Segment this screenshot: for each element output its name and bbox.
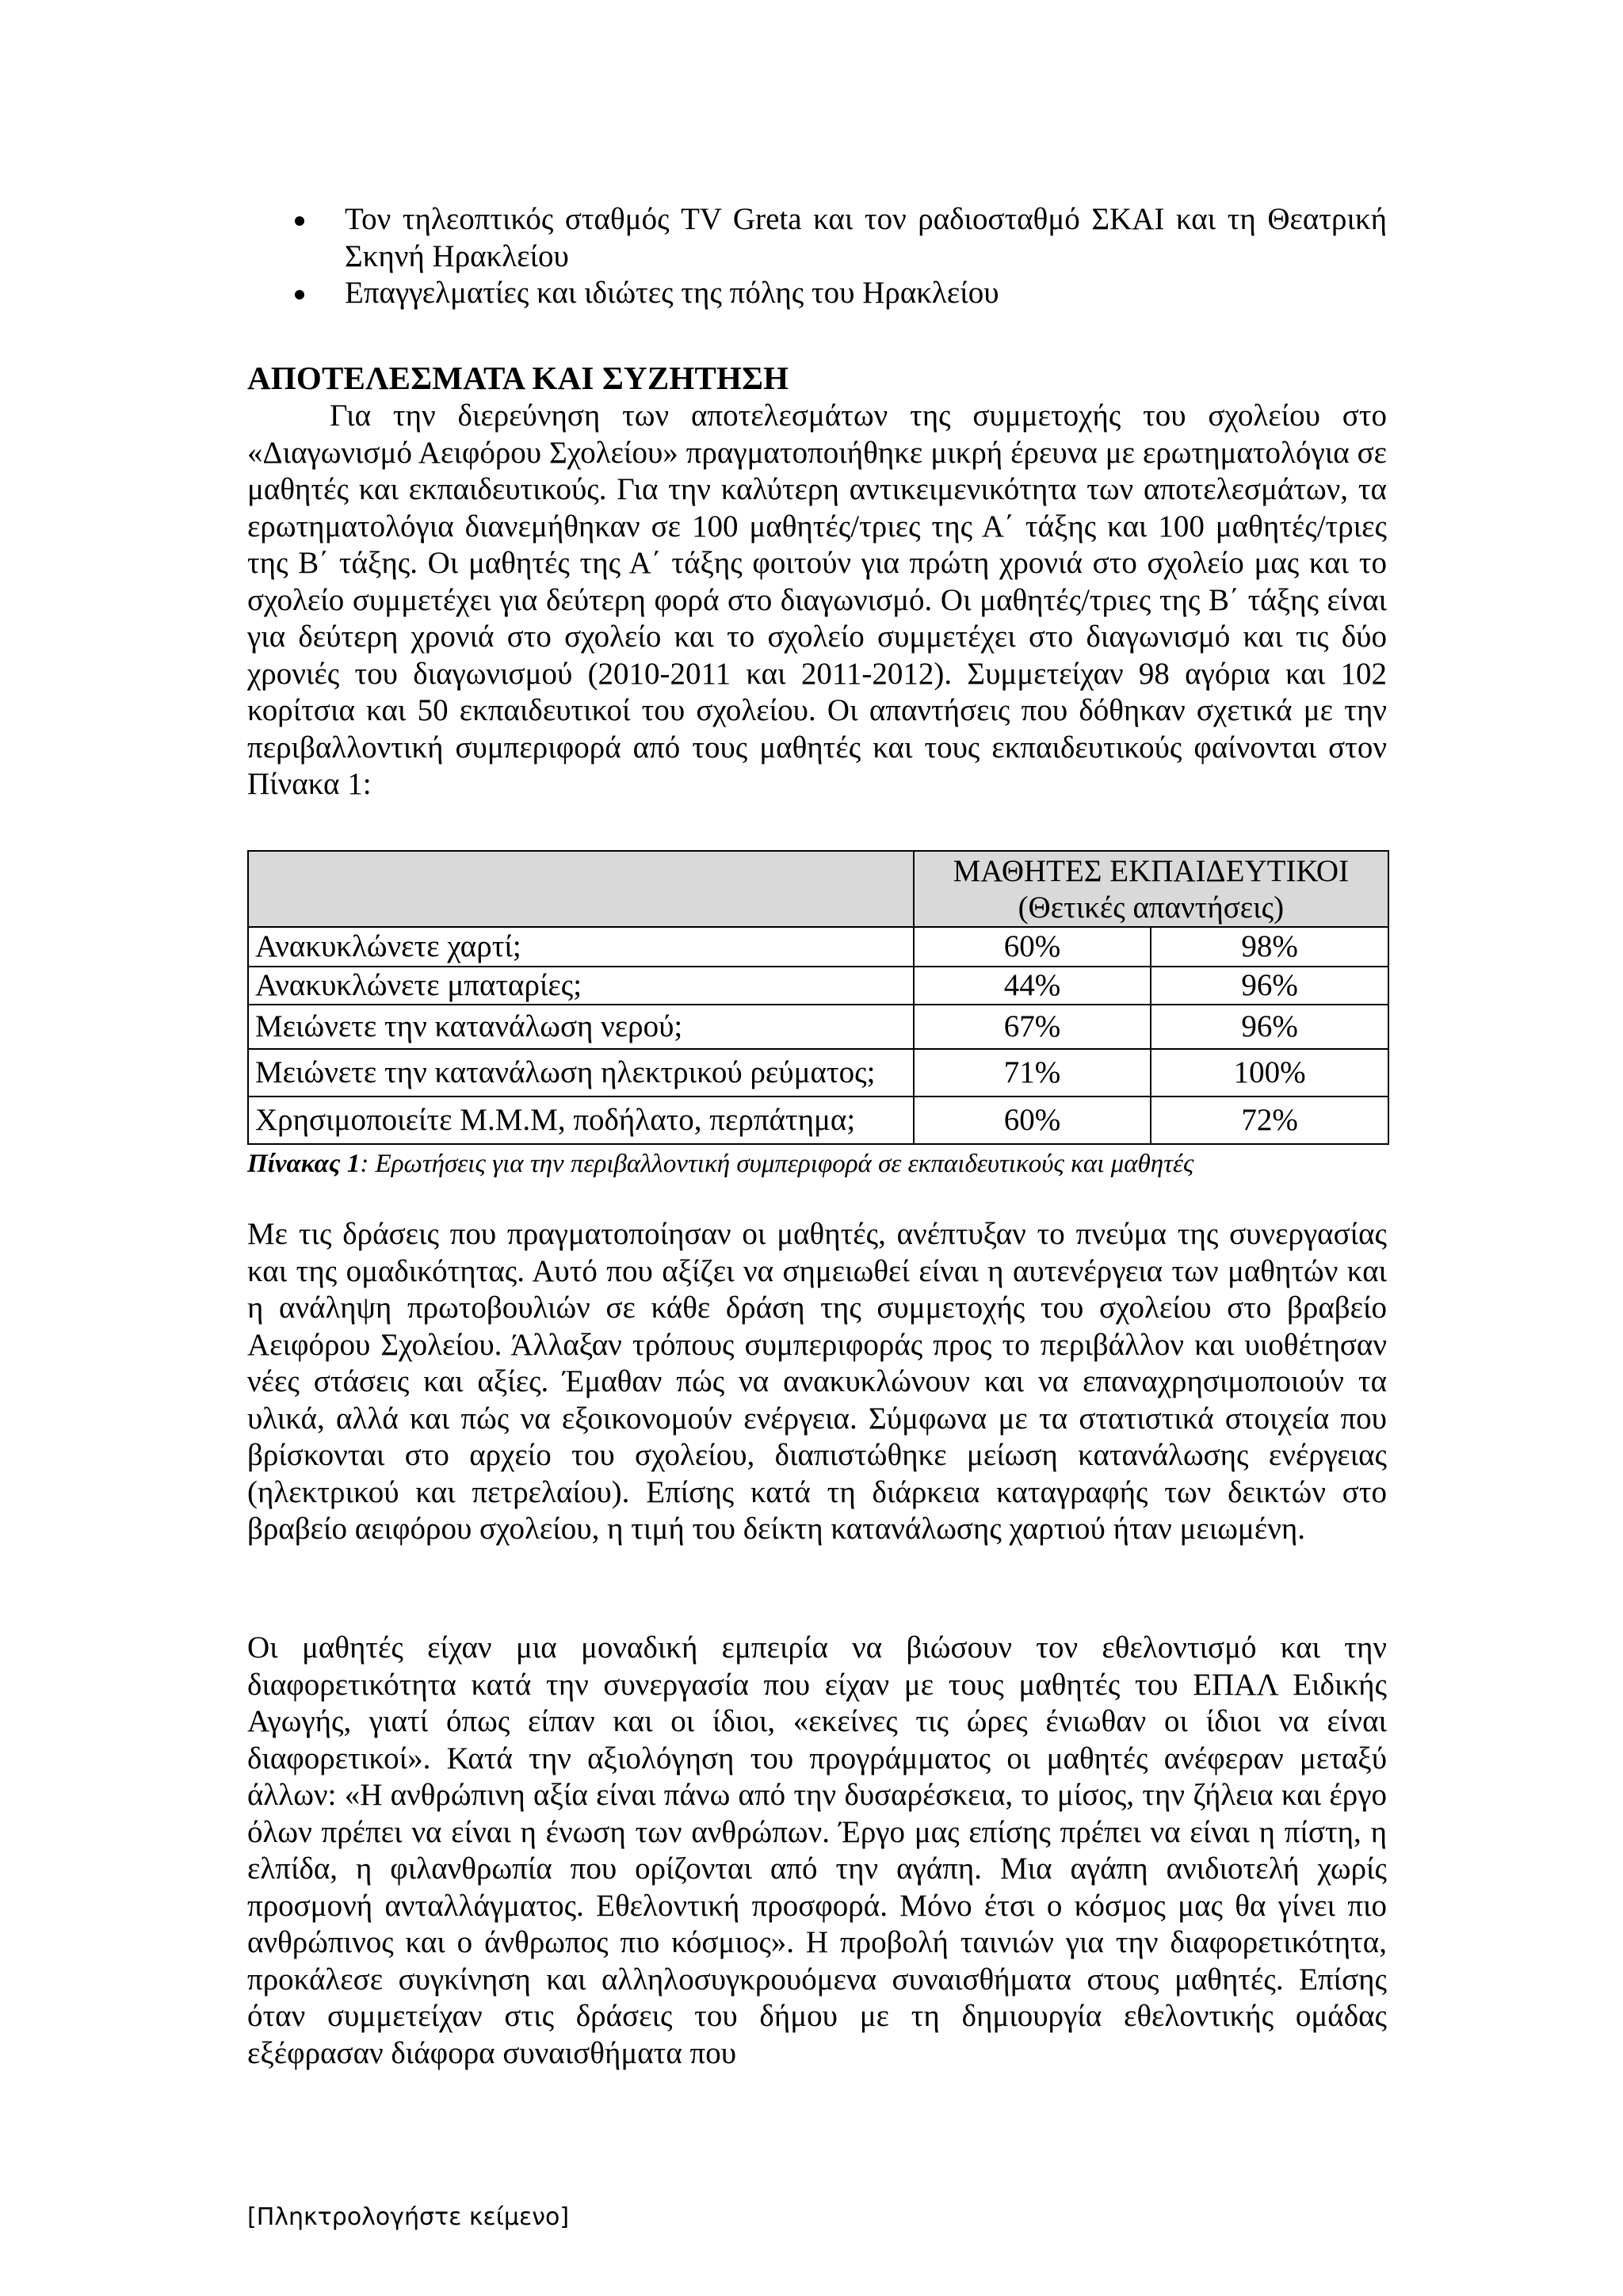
results-paragraph bbox=[247, 398, 1387, 803]
table-row bbox=[248, 1005, 1388, 1049]
table-row bbox=[248, 1049, 1388, 1097]
students-cell: 67% bbox=[914, 1005, 1151, 1049]
teachers-cell: 100% bbox=[1151, 1049, 1388, 1097]
question-cell: Ανακυκλώνετε μπαταρίες; bbox=[248, 967, 914, 1005]
results-table-block bbox=[247, 850, 1389, 1180]
table-row bbox=[248, 1097, 1388, 1144]
bullet-text: Τον τηλεοπτικός σταθμός TV Greta και τον ραδιοσταθμό ΣΚΑΙ και τη Θεατρική Σκηνή Ηρακλείου bbox=[345, 202, 1387, 273]
bullet-item bbox=[295, 201, 1387, 275]
bullet-list bbox=[295, 201, 1387, 312]
students-cell: 44% bbox=[914, 967, 1151, 1005]
header-cell bbox=[914, 851, 1388, 927]
actions-paragraph: Με τις δράσεις που πραγματοποίησαν οι μαθητές, ανέπτυξαν το πνεύμα της συνεργασίας και της ομαδικότητας. Αυτό που αξίζει να σημειωθεί είναι η αυτενέργεια των μαθητών και η ανάληψη πρωτοβουλιών σε κάθε δράση της συμμετοχής του σχολείου στο βραβείο Αειφόρου Σχολείου. Άλλαξαν τρόπους συμπεριφοράς προς το περιβάλλον και υιοθέτησαν νέες στάσεις και αξίες. Έμαθαν πώς να ανακυκλώνουν και να επαναχρησιμοποιούν τα υλικά, αλλά και πώς να εξοικονομούν ενέργεια. Σύμφωνα με τα στατιστικά στοιχεία που βρίσκονται στο αρχείο του σχολείου, διαπιστώθηκε μείωση κατανάλωσης ενέργειας (ηλεκτρικού και πετρελαίου). Επίσης κατά τη διάρκεια καταγραφής των δεικτών στο βραβείο αειφόρου σχολείου, η τιμή του δείκτη κατανάλωσης χαρτιού ήταν μειωμένη. bbox=[247, 1217, 1387, 1546]
teachers-cell: 96% bbox=[1151, 967, 1388, 1005]
section-heading: ΑΠΟΤΕΛΕΣΜΑΤΑ ΚΑΙ ΣΥΖΗΤΗΣΗ bbox=[247, 360, 789, 396]
question-cell: Μειώνετε την κατανάλωση νερού; bbox=[248, 1005, 914, 1049]
footer-placeholder[interactable]: [Πληκτρολογήστε κείμενο] bbox=[247, 2203, 570, 2231]
header-columns-label: ΜΑΘΗΤΕΣ ΕΚΠΑΙΔΕΥΤΙΚΟΙ bbox=[953, 854, 1350, 888]
header-empty-cell bbox=[248, 851, 914, 927]
table-caption-label: Πίνακας 1 bbox=[247, 1150, 361, 1178]
table-caption bbox=[247, 1148, 1389, 1180]
bullet-text: Επαγγελματίες και ιδιώτες της πόλης του Ηρακλείου bbox=[345, 276, 999, 310]
results-table bbox=[247, 850, 1389, 1145]
bullet-icon bbox=[295, 290, 304, 299]
teachers-cell: 96% bbox=[1151, 1005, 1388, 1049]
students-cell: 60% bbox=[914, 927, 1151, 967]
results-paragraph-text: Για την διερεύνηση των αποτελεσμάτων της συμμετοχής του σχολείου στο «Διαγωνισμό Αειφόρου Σχολείου» πραγματοποιήθηκε μικρή έρευνα με ερωτηματολόγια σε μαθητές και εκπαιδευτικούς. Για την καλύτερη αντικειμενικότητα των αποτελεσμάτων, τα ερωτηματολόγια διανεμήθηκαν σε 100 μαθητές/τριες της Α΄ τάξης και 100 μαθητές/τριες της Β΄ τάξης. Οι μαθητές της Α΄ τάξης φοιτούν για πρώτη χρονιά στο σχολείο μας και το σχολείο συμμετέχει για δεύτερη φορά στο διαγωνισμό. Οι μαθητές/τριες της Β΄ τάξης είναι για δεύτερη χρονιά στο σχολείο και το σχολείο συμμετέχει στο διαγωνισμό και τις δύο χρονιές του διαγωνισμού (2010-2011 και 2011-2012). Συμμετείχαν 98 αγόρια και 102 κορίτσια και 50 εκπαιδευτικοί του σχολείου. Οι απαντήσεις που δόθηκαν σχετικά με την περιβαλλοντική συμπεριφορά από τους μαθητές και τους εκπαιδευτικούς φαίνονται στον Πίνακα 1: bbox=[247, 399, 1387, 801]
question-cell: Ανακυκλώνετε χαρτί; bbox=[248, 927, 914, 967]
students-cell: 60% bbox=[914, 1097, 1151, 1144]
bullet-icon bbox=[295, 216, 304, 226]
bullet-item bbox=[295, 275, 1387, 312]
question-cell: Μειώνετε την κατανάλωση ηλεκτρικού ρεύματος; bbox=[248, 1049, 914, 1097]
table-caption-text: : Ερωτήσεις για την περιβαλλοντική συμπεριφορά σε εκπαιδευτικούς και μαθητές bbox=[360, 1150, 1194, 1178]
table-row bbox=[248, 967, 1388, 1005]
volunteering-paragraph: Οι μαθητές είχαν μια μοναδική εμπειρία να βιώσουν τον εθελοντισμό και την διαφορετικότητα κατά την συνεργασία που είχαν με τους μαθητές του ΕΠΑΛ Ειδικής Αγωγής, γιατί όπως είπαν και οι ίδιοι, «εκείνες τις ώρες ένιωθαν οι ίδιοι να είναι διαφορετικοί». Κατά την αξιολόγηση του προγράμματος οι μαθητές ανέφεραν μεταξύ άλλων: «Η ανθρώπινη αξία είναι πάνω από την δυσαρέσκεια, το μίσος, την ζήλεια και έργο όλων πρέπει να είναι η ένωση των ανθρώπων. Έργο μας επίσης πρέπει να είναι η πίστη, η ελπίδα, η φιλανθρωπία που ορίζονται από την αγάπη. Μια αγάπη ανιδιοτελή χωρίς προσμονή ανταλλάγματος. Εθελοντική προσφορά. Μόνο έτσι ο κόσμος μας θα γίνει πιο ανθρώπινος και ο άνθρωπος πιο κόσμιος». Η προβολή ταινιών για την διαφορετικότητα, προκάλεσε συγκίνηση και αλληλοσυγκρουόμενα συναισθήματα στους μαθητές. Επίσης όταν συμμετείχαν στις δράσεις του δήμου με τη δημιουργία εθελοντικής ομάδας εξέφρασαν διάφορα συναισθήματα που bbox=[247, 1630, 1387, 2070]
table-header-row bbox=[248, 851, 1388, 927]
students-cell: 71% bbox=[914, 1049, 1151, 1097]
table-row bbox=[248, 927, 1388, 967]
question-cell: Χρησιμοποιείτε Μ.Μ.Μ, ποδήλατο, περπάτημα; bbox=[248, 1097, 914, 1144]
teachers-cell: 98% bbox=[1151, 927, 1388, 967]
teachers-cell: 72% bbox=[1151, 1097, 1388, 1144]
header-subtitle: (Θετικές απαντήσεις) bbox=[1018, 891, 1285, 925]
